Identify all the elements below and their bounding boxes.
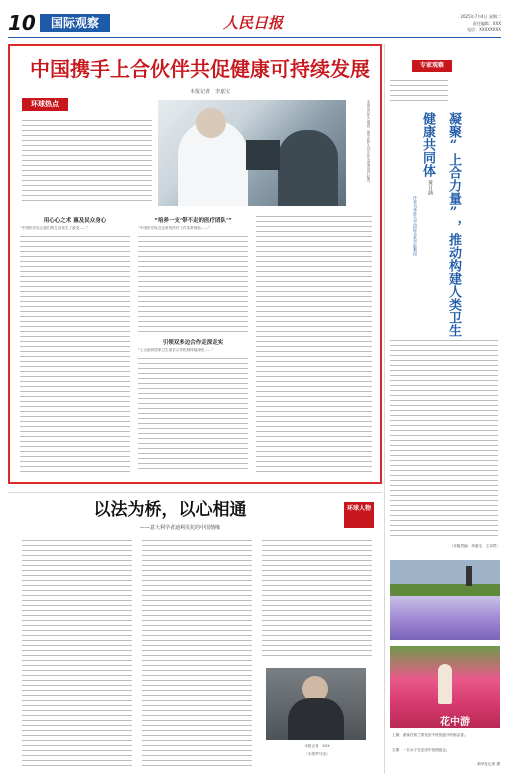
section3-body [138,358,248,472]
section2-body [138,236,248,332]
bottom-headline: 以法为桥，以心相通 [93,500,247,520]
photo-caption-bottom: 左图：一名女子在花田中拍照留念。 [392,748,450,752]
contact-info: 电话：XXXXXXXX [467,27,501,32]
commentary-top-text [390,80,448,104]
equipment [246,140,280,170]
issue-date: 2025年7月4日 星期二 [460,14,501,19]
commentary-author: 黄日涵 [427,180,433,195]
section2-title: “培养一支‘带不走的医疗团队’” [154,218,232,224]
section3-quote: “上合组织国家卫生部长合作机制持续深化……” [138,348,214,352]
page-header [8,8,501,40]
tulip-photo-top [390,560,500,640]
bottom-col3 [262,540,372,660]
column-divider [384,44,385,774]
woman-figure [438,664,452,704]
lead-column3-body [256,216,372,472]
commentary-author-note: 作者为华侨大学国际关系学院教授 [413,196,418,256]
photo-feature-title: 花中游 [440,717,470,728]
page-number: 10 [8,11,36,35]
section-divider [8,492,382,493]
bottom-col2 [142,540,252,768]
bottom-tag: 环球人物 [344,502,374,528]
lead-tag: 环球热点 [22,98,68,111]
doctor-head [196,108,226,138]
photo-credit: 新华社记者 摄 [477,762,500,766]
section1-body [20,236,130,472]
bottom-subheadline: ——意大利学者迪利贝托的中国情缘 [139,525,220,531]
section-label: 国际观察 [40,14,110,32]
photo-caption-top: 上图：游客在荷兰的花田中欣赏盛开的郁金香。 [392,733,468,737]
commentary-body [390,340,498,540]
bottom-col1 [22,540,132,768]
scholar-photo [266,668,366,740]
lead-byline: 本报记者 李嘉宝 [189,89,230,95]
editor-info: 责任编辑：XXX [472,21,501,26]
patient-figure [278,130,338,206]
section1-title: 用心心之术 惠及民众身心 [43,218,107,224]
windmill-silhouette [466,566,472,586]
section2-quote: “中国医疗队在这里的医疗工作非常细致……” [138,226,211,230]
scholar-body [288,698,344,740]
bottom-byline: 本报记者 XXX [304,744,330,748]
bottom-editor-note: （本报罗马电） [304,752,330,756]
section1-quote: “中国医疗队让我们的生活发生了改变……” [20,226,89,230]
commentary-tag: 专家观察 [412,60,452,72]
commentary-editor-note: （本版责编：李嘉宝 王卓然） [449,544,500,548]
header-rule [8,37,501,38]
photo-caption: 本图由合作方提供，图中医护人员正在为患者进行检查。 [366,100,370,185]
lead-photo [158,100,346,206]
section3-title: 引领双多边合作走深走实 [162,340,224,346]
lead-intro [22,120,152,205]
lead-headline: 中国携手上合伙伴共促健康可持续发展 [30,57,370,81]
commentary-headline: 凝聚“上合力量”，推动构建人类卫生健康共同体 [420,112,461,337]
newspaper-logo: 人民日报 [222,14,283,32]
